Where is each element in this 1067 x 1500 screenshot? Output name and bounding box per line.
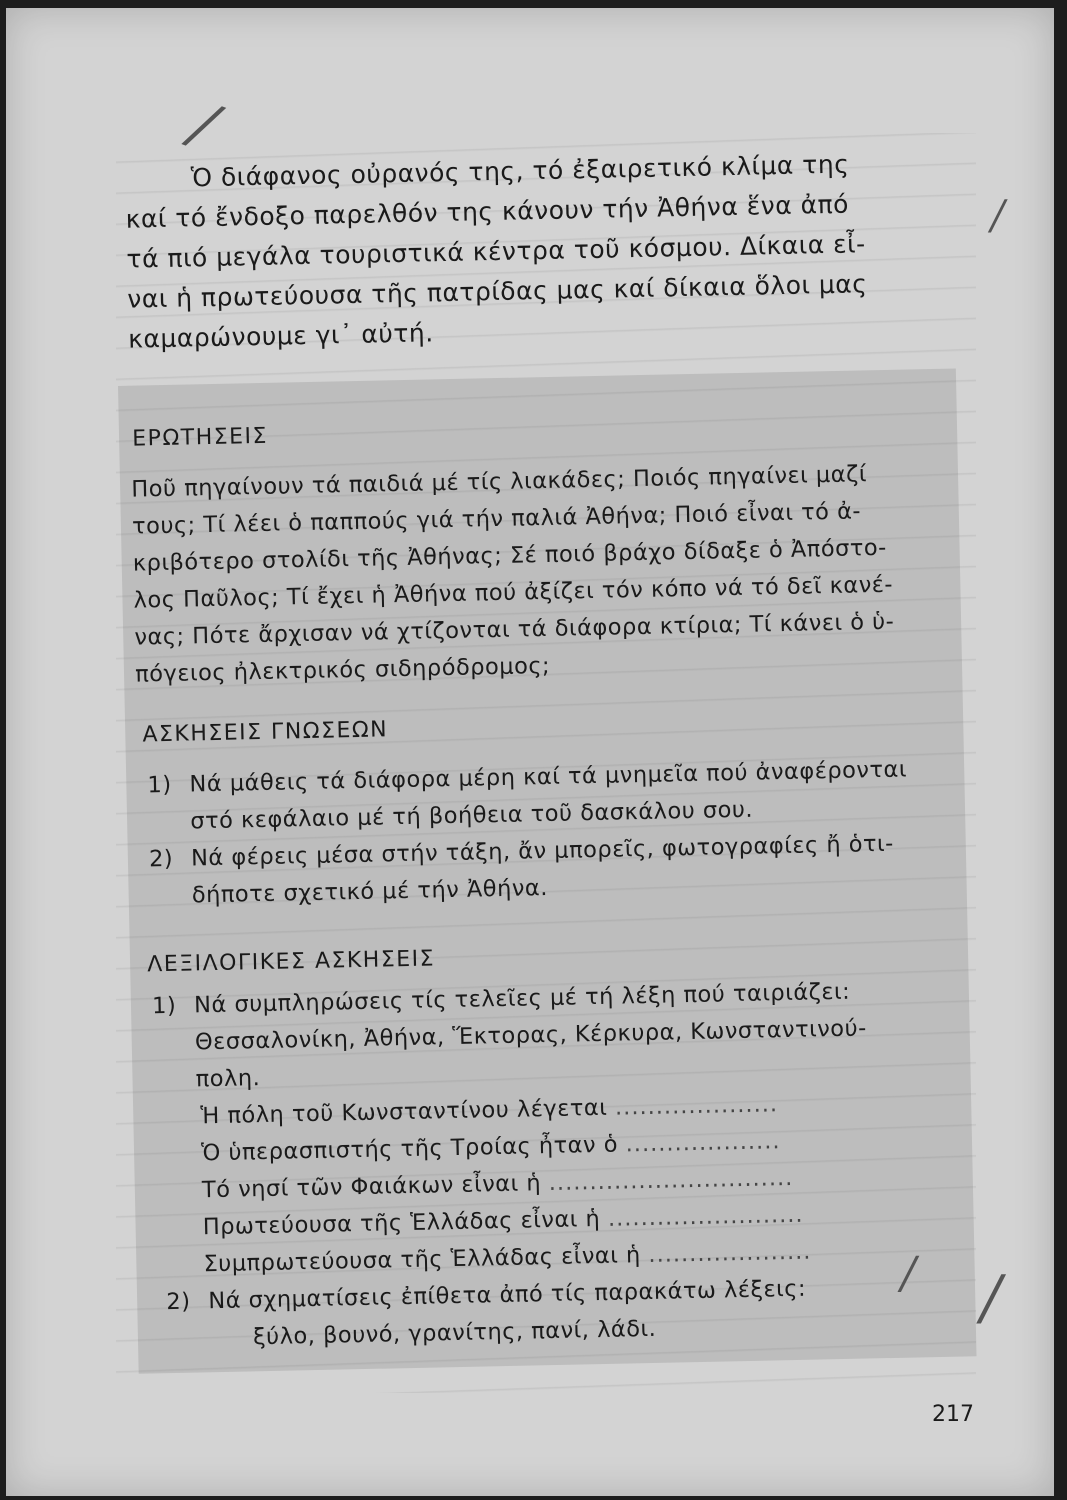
blank-sentence-1-text: Ἡ πόλη τοῦ Κωνσταντίνου λέγεται <box>200 1094 608 1130</box>
knowledge-item-1-number: 1) <box>147 771 172 799</box>
knowledge-item-2-line-2: δήποτε σχετικό μέ τήν Ἀθήνα. <box>191 875 549 909</box>
vocabulary-item-1 <box>152 977 851 1022</box>
blank-2-dots[interactable]: ................... <box>625 1128 781 1158</box>
knowledge-item-2-line-1: Νά φέρεις μέσα στήν τάξη, ἄν μπορεῖς, φωτογραφίες ἤ ὁτι- <box>190 830 895 872</box>
vocabulary-item-1-line-1: Νά συμπληρώσεις τίς τελεῖες μέ τή λέξη πού ταιριάζει: <box>193 978 851 1019</box>
knowledge-item-2-number: 2) <box>148 845 174 873</box>
vocabulary-item-1-line-3: πολη. <box>195 1065 261 1093</box>
questions-line-1: Ποῦ πηγαίνουν τά παιδιά μέ τίς λιακάδες; Ποιός πηγαίνει μαζί <box>131 461 868 503</box>
vocabulary-item-1-number: 1) <box>151 992 177 1020</box>
vocabulary-item-2-line: Νά σχηματίσεις ἐπίθετα ἀπό τίς παρακάτω λέξεις: <box>208 1275 807 1315</box>
knowledge-item-1-line-1: Νά μάθεις τά διάφορα μέρη καί τά μνημεῖα πού ἀναφέρονται <box>189 756 908 798</box>
questions-line-3: κριβότερο στολίδι τῆς Ἀθήνας; Σέ ποιό βράχο δίδαξε ὁ Ἀπόστο- <box>132 534 888 577</box>
pencil-margin-mark-2: / <box>901 1248 916 1299</box>
blank-sentence-3 <box>202 1163 794 1205</box>
blank-sentence-2 <box>201 1126 781 1168</box>
knowledge-heading: ΑΣΚΗΣΕΙΣ ΓΝΩΣΕΩΝ <box>142 717 389 748</box>
blank-sentence-1 <box>200 1089 778 1131</box>
blank-sentence-4-text: Πρωτεύουσα τῆς Ἑλλάδας εἶναι ἡ <box>202 1205 601 1241</box>
knowledge-item-1 <box>147 754 907 800</box>
knowledge-item-2 <box>149 829 894 875</box>
blank-4-dots[interactable]: ........................ <box>607 1201 804 1232</box>
questions-line-2: τους; Τί λέει ὁ παππούς γιά τήν παλιά Ἀθήνα; Ποιό εἶναι τό ἀ- <box>131 498 862 540</box>
vocabulary-item-2-words: ξύλο, βουνό, γρανίτης, πανί, λάδι. <box>252 1315 657 1351</box>
intro-line-4: ναι ἡ πρωτεύουσα τῆς πατρίδας μας καί δίκαια ὅλοι μας <box>127 269 868 314</box>
book-page <box>6 8 1054 1496</box>
questions-line-4: λος Παῦλος; Τί ἔχει ἡ Ἀθήνα πού ἀξίζει τόν κόπο νά τό δεῖ κανέ- <box>133 571 894 614</box>
pencil-check-mark: / <box>182 88 226 162</box>
blank-sentence-4 <box>202 1200 803 1243</box>
page-content <box>6 8 1054 1496</box>
intro-line-5: καμαρώνουμε γι᾽ αὐτή. <box>127 318 434 354</box>
blank-sentence-3-text: Τό νησί τῶν Φαιάκων εἶναι ἡ <box>201 1170 542 1204</box>
pencil-margin-mark: / <box>991 193 1005 239</box>
vocabulary-item-1-line-2: Θεσσαλονίκη, Ἀθήνα, Ἕκτορας, Κέρκυρα, Κωνσταντινού- <box>194 1015 867 1056</box>
intro-line-3: τά πιό μεγάλα τουριστικά κέντρα τοῦ κόσμου. Δίκαια εἶ- <box>126 229 866 274</box>
questions-heading: ΕΡΩΤΗΣΕΙΣ <box>132 423 269 452</box>
questions-line-5: νας; Πότε ἄρχισαν νά χτίζονται τά διάφορα κτίρια; Τί κάνει ὁ ὑ- <box>134 608 895 651</box>
vocabulary-item-2 <box>166 1274 806 1317</box>
pencil-margin-mark-3: / <box>981 1263 1002 1333</box>
page-number: 217 <box>932 1402 974 1427</box>
blank-3-dots[interactable]: .............................. <box>548 1164 794 1197</box>
intro-line-2: καί τό ἔνδοξο παρελθόν της κάνουν τήν Ἀθήνα ἕνα ἀπό <box>125 189 850 234</box>
blank-sentence-5 <box>203 1237 811 1280</box>
vocabulary-item-2-number: 2) <box>166 1288 191 1316</box>
questions-line-6: πόγειος ἠλεκτρικός σιδηρόδρομος; <box>134 652 551 688</box>
blank-sentence-2-text: Ὁ ὑπερασπιστής τῆς Τροίας ἦταν ὁ <box>200 1131 619 1167</box>
intro-line-1: Ὁ διάφανος οὐρανός της, τό ἐξαιρετικό κλίμα της <box>190 149 850 193</box>
blank-5-dots[interactable]: .................... <box>648 1238 812 1268</box>
knowledge-item-1-line-2: στό κεφάλαιο μέ τή βοήθεια τοῦ δασκάλου σου. <box>190 796 754 835</box>
blank-1-dots[interactable]: .................... <box>614 1091 779 1121</box>
blank-sentence-5-text: Συμπρωτεύουσα τῆς Ἑλλάδας εἶναι ἡ <box>203 1242 642 1278</box>
vocabulary-heading: ΛΕΞΙΛΟΓΙΚΕΣ ΑΣΚΗΣΕΙΣ <box>147 946 436 978</box>
